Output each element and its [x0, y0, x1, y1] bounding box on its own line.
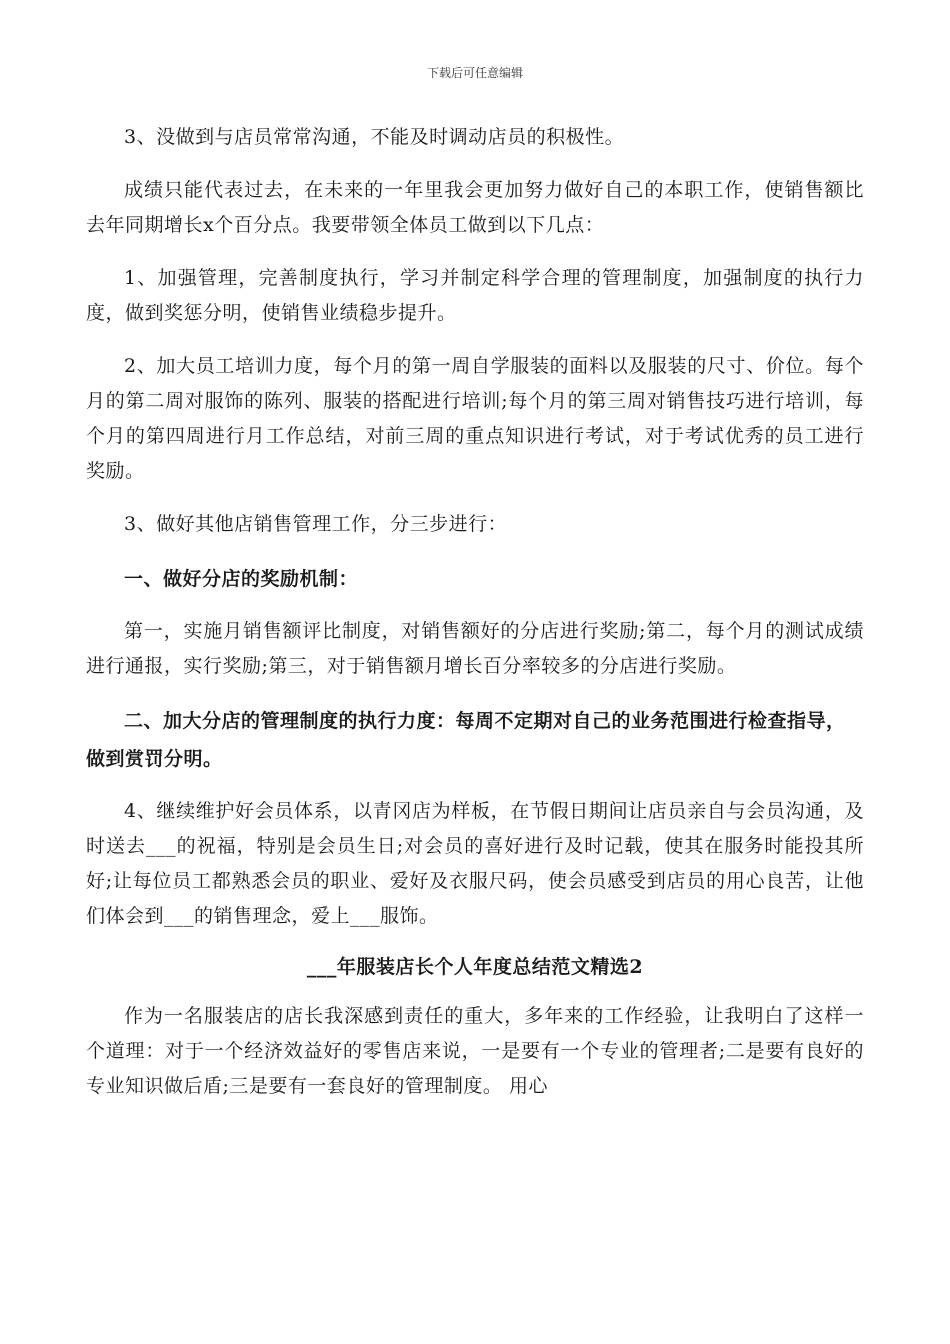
paragraph: 1、加强管理，完善制度执行，学习并制定科学合理的管理制度，加强制度的执行力度，做到奖惩分明，使销售业绩稳步提升。	[86, 267, 864, 324]
paragraph: 2、加大员工培训力度，每个月的第一周自学服装的面料以及服装的尺寸、价位。每个月的第二周对服饰的陈列、服装的搭配进行培训;每个月的第三周对销售技巧进行培训，每个月的第四周进行月工作总结，对前三周的重点知识进行考试，对于考试优秀的员工进行奖励。	[86, 355, 864, 482]
document-body	[86, 120, 864, 1104]
paragraph: 4、继续维护好会员体系，以青冈店为样板，在节假日期间让店员亲自与会员沟通，及时送去___的祝福，特别是会员生日;对会员的喜好进行及时记载，使其在服务时能投其所好;让每位员工都熟悉会员的职业、爱好及衣服尺码，使会员感受到店员的用心良苦，让他们体会到___的销售理念，爱上___服饰。	[86, 800, 864, 927]
section-heading: 一、做好分店的奖励机制：	[124, 568, 359, 590]
article-title: ___年服装店长个人年度总结范文精选2	[306, 956, 644, 978]
paragraph: 成绩只能代表过去，在未来的一年里我会更加努力做好自己的本职工作，使销售额比去年同期增长x个百分点。我要带领全体员工做到以下几点：	[86, 179, 864, 236]
paragraph: 3、做好其他店销售管理工作，分三步进行：	[124, 513, 508, 535]
paragraph: 第一，实施月销售额评比制度，对销售额好的分店进行奖励;第二，每个月的测试成绩进行通报，实行奖励;第三，对于销售额月增长百分率较多的分店进行奖励。	[86, 620, 864, 677]
page-header: 下载后可任意编辑	[426, 66, 523, 80]
paragraph: 作为一名服装店的店长我深感到责任的重大，多年来的工作经验，让我明白了这样一个道理：对于一个经济效益好的零售店来说，一是要有一个专业的管理者;二是要有良好的专业知识做后盾;三是要有一套良好的管理制度。 用心	[86, 1005, 864, 1097]
section-heading: 二、加大分店的管理制度的执行力度：每周不定期对自己的业务范围进行检查指导，做到赏罚分明。	[86, 710, 846, 770]
paragraph: 3、没做到与店员常常沟通，不能及时调动店员的积极性。	[124, 126, 625, 148]
